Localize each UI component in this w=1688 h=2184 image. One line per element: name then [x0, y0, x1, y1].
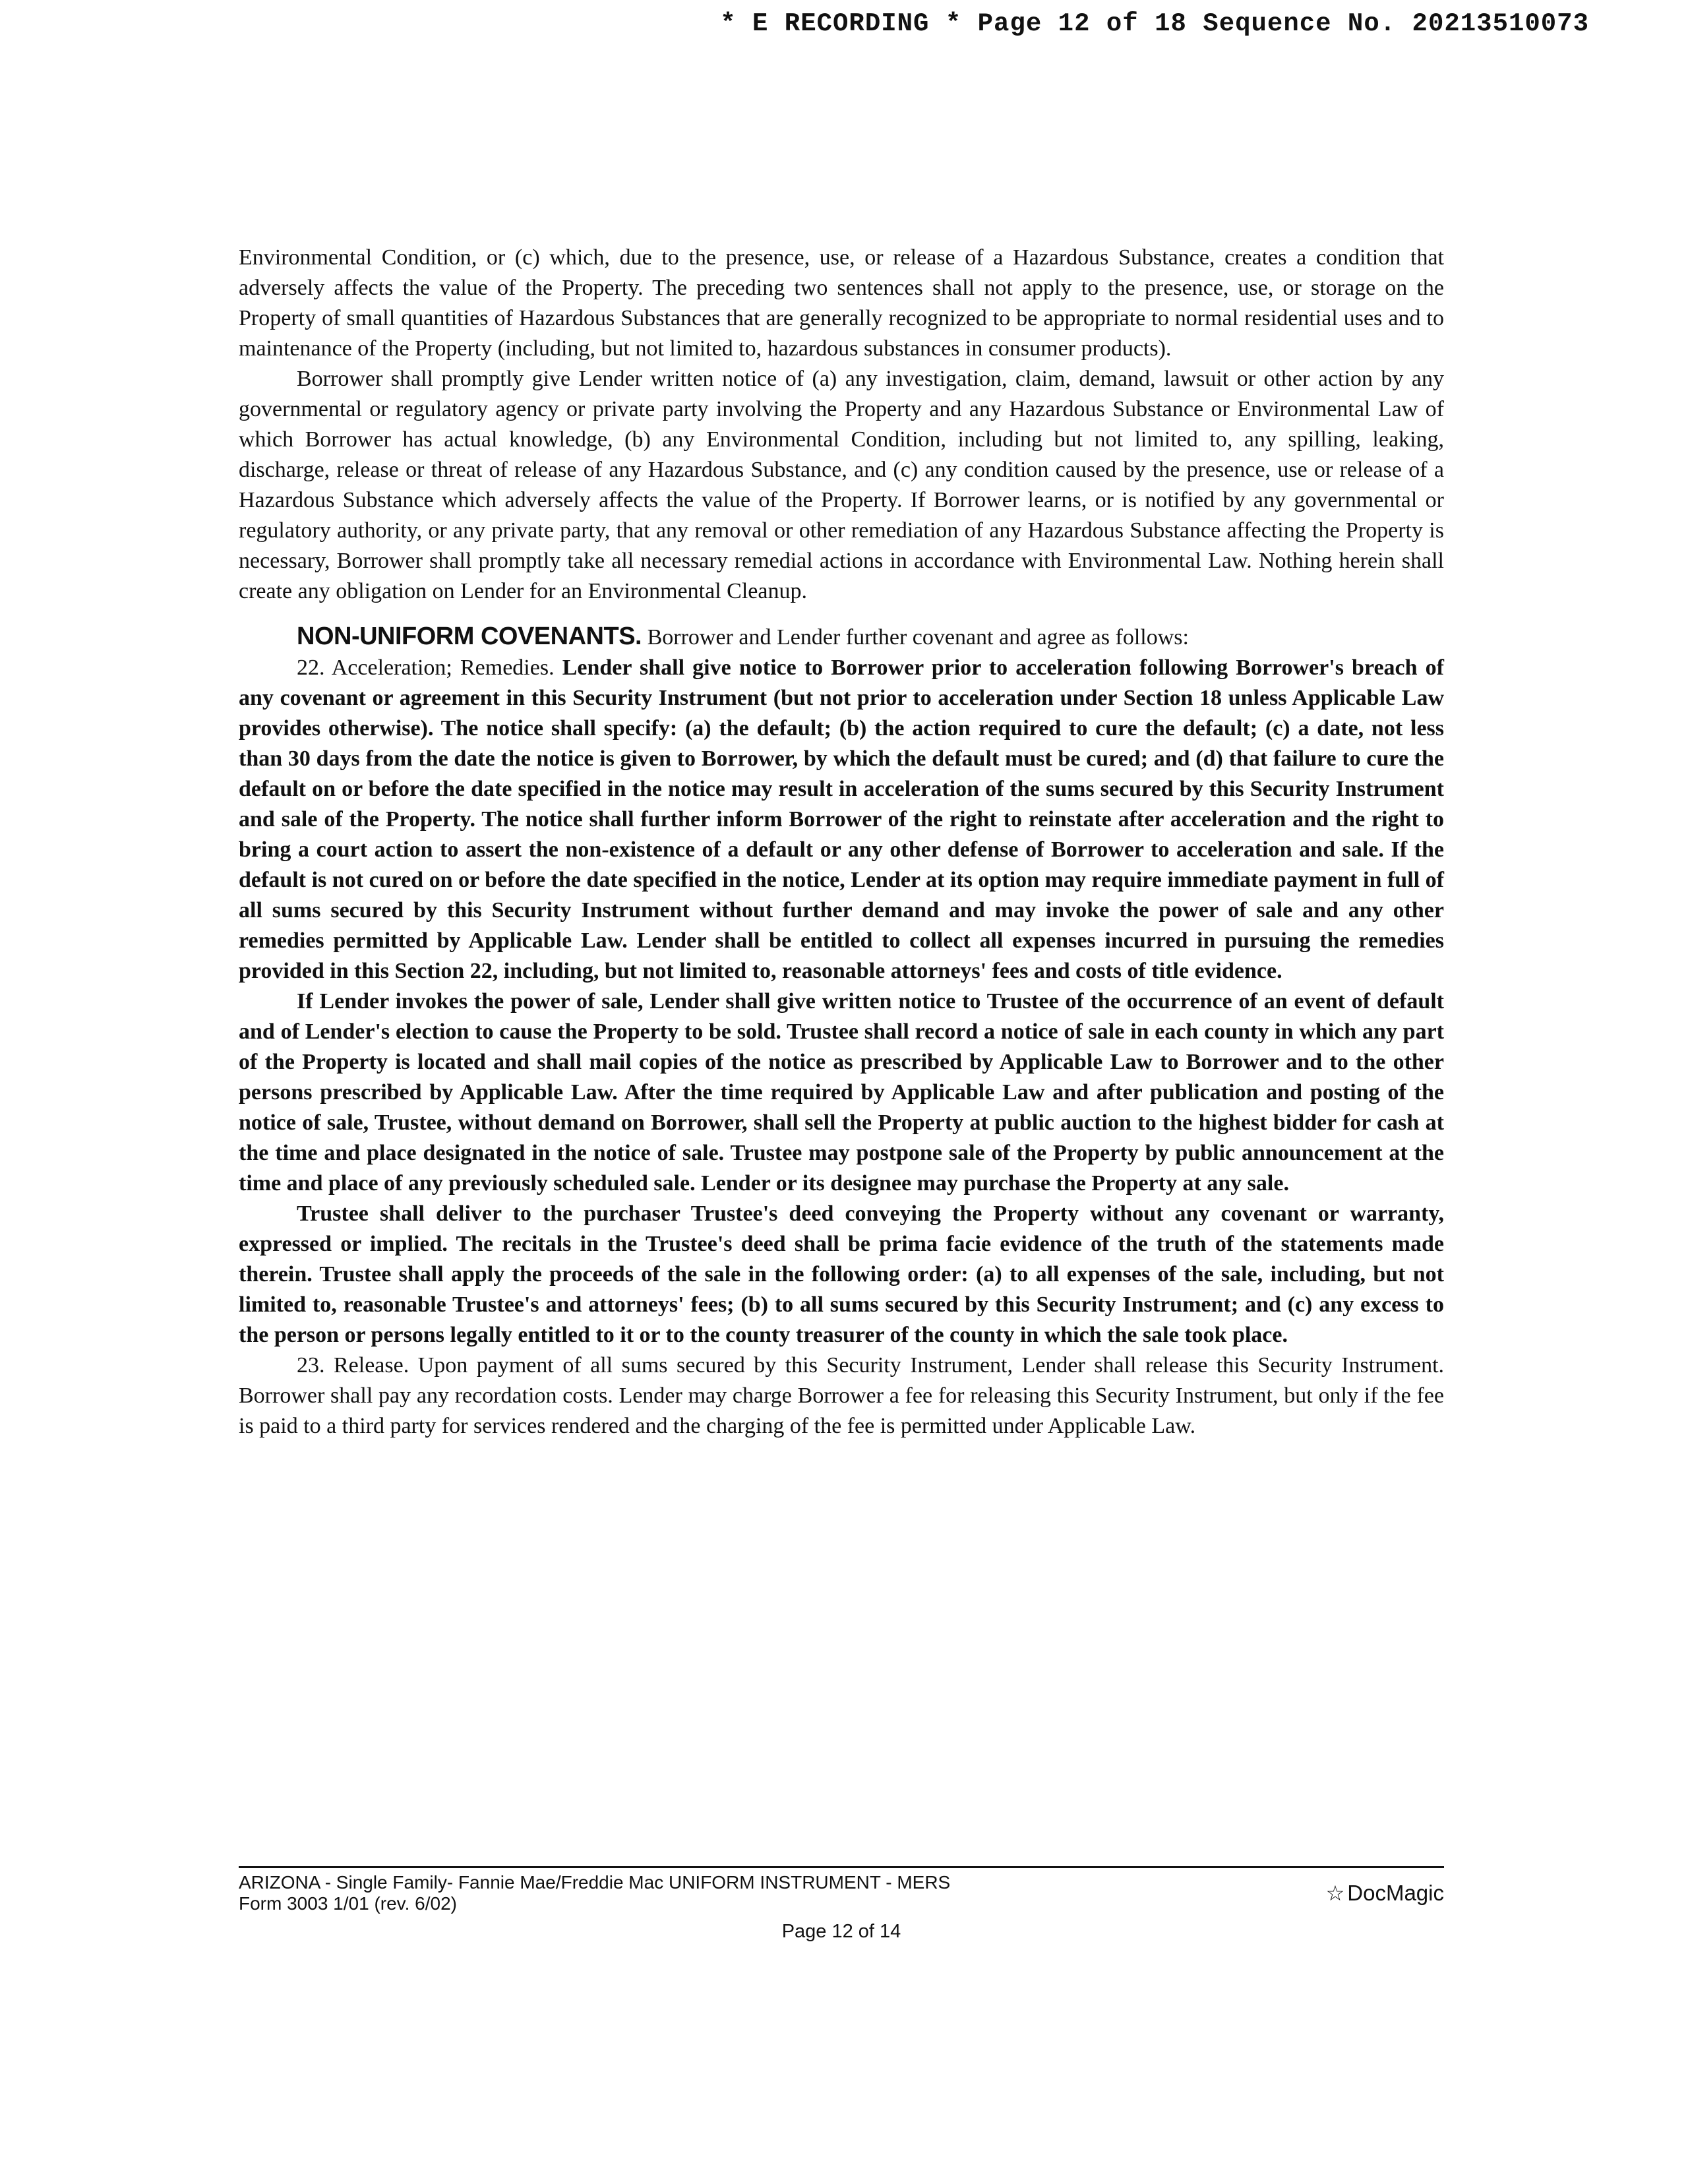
page-number: Page 12 of 14 — [781, 1921, 901, 1942]
paragraph-power-of-sale: If Lender invokes the power of sale, Lender shall give written notice to Trustee of the occurrence of an event of default and of Lender's election to cause the Property to be sold. Trustee shall record a notice of sale in each county in which any part of the Property is located and shall mail copies of the notice as prescribed by Applicable Law to Borrower and to the other persons prescribed by Applicable Law. After the time required by Applicable Law and after publication and posting of the notice of sale, Trustee, without demand on Borrower, shall sell the Property at public auction to the highest bidder for cash at the time and place designated in the notice of sale. Trustee may postpone sale of the Property by public announcement at the time and place of any previously scheduled sale. Lender or its designee may purchase the Property at any sale. — [239, 989, 1444, 1196]
paragraph-trustee-deed: Trustee shall deliver to the purchaser Trustee's deed conveying the Property without any covenant or warranty, expressed or implied. The recitals in the Trustee's deed shall be prima facie evidence of the truth of the statements made therein. Trustee shall apply the proceeds of the sale in the following order: (a) to all expenses of the sale, including, but not limited to, reasonable Trustee's and attorneys' fees; (b) to all sums secured by this Security Instrument; and (c) any excess to the person or persons legally entitled to it or to the county treasurer of the county in which the sale took place. — [239, 1201, 1444, 1347]
docmagic-brand: DocMagic — [1347, 1881, 1444, 1905]
paragraph-environmental-condition: Environmental Condition, or (c) which, due to the presence, use, or release of a Hazardous Substance, creates a condition that adversely affects the value of the Property. The preceding two sentences shall not apply to the presence, use, or storage on the Property of small quantities of Hazardous Substances that are generally recognized to be appropriate to normal residential uses and to maintenance of the Property (including, but not limited to, hazardous substances in consumer products). — [239, 245, 1444, 361]
section-23-heading: 23. Release. — [297, 1353, 409, 1378]
recording-header: * E RECORDING * Page 12 of 18 Sequence No. 20213510073 — [720, 9, 1589, 38]
form-title: ARIZONA - Single Family- Fannie Mae/Freddie Mac UNIFORM INSTRUMENT - MERS — [239, 1872, 951, 1893]
non-uniform-covenants-intro — [239, 621, 1444, 653]
footer-rule — [239, 1866, 1444, 1868]
section-23-paragraph — [239, 1350, 1444, 1441]
form-number: Form 3003 1/01 (rev. 6/02) — [239, 1893, 457, 1914]
section-22-text: Lender shall give notice to Borrower prior to acceleration following Borrower's breach of any covenant or agreement in this Security Instrument (but not prior to acceleration under Section 18 unless Applicable Law provides otherwise). The notice shall specify: (a) the default; (b) the action required to cure the default; (c) a date, not less than 30 days from the date the notice is given to Borrower, by which the default must be cured; and (d) that failure to cure the default on or before the date specified in the notice may result in acceleration of the sums secured by this Security Instrument and sale of the Property. The notice shall further inform Borrower of the right to reinstate after acceleration and the right to bring a court action to assert the non-existence of a default or any other defense of Borrower to acceleration and sale. If the default is not cured on or before the date specified in the notice, Lender at its option may require immediate payment in full of all sums secured by this Security Instrument without further demand and may invoke the power of sale and any other remedies permitted by Applicable Law. Lender shall be entitled to collect all expenses incurred in pursuing the remedies provided in this Section 22, including, but not limited to, reasonable attorneys' fees and costs of title evidence. — [239, 655, 1444, 983]
docmagic-logo — [1326, 1880, 1444, 1906]
covenants-intro-text: Borrower and Lender further covenant and agree as follows: — [647, 625, 1189, 650]
covenants-heading: NON-UNIFORM COVENANTS. — [297, 622, 642, 650]
page-footer — [239, 1866, 1444, 1943]
document-body — [239, 243, 1444, 1441]
paragraph-borrower-notice: Borrower shall promptly give Lender written notice of (a) any investigation, claim, demand, lawsuit or other action by any governmental or regulatory agency or private party involving the Property and any Hazardous Substance or Environmental Law of which Borrower has actual knowledge, (b) any Environmental Condition, including but not limited to, any spilling, leaking, discharge, release or threat of release of any Hazardous Substance, and (c) any condition caused by the presence, use or release of a Hazardous Substance which adversely affects the value of the Property. If Borrower learns, or is notified by any governmental or regulatory authority, or any private party, that any removal or other remediation of any Hazardous Substance affecting the Property is necessary, Borrower shall promptly take all necessary remedial actions in accordance with Environmental Law. Nothing herein shall create any obligation on Lender for an Environmental Cleanup. — [239, 367, 1444, 603]
star-icon: ☆ — [1325, 1881, 1345, 1905]
section-22-paragraph — [239, 653, 1444, 986]
section-22-heading: 22. Acceleration; Remedies. — [297, 655, 555, 680]
section-23-text: Upon payment of all sums secured by this Security Instrument, Lender shall release this Security Instrument. Borrower shall pay any recordation costs. Lender may charge Borrower a fee for releasing this Security Instrument, but only if the fee is paid to a third party for services rendered and the charging of the fee is permitted under Applicable Law. — [239, 1353, 1445, 1438]
